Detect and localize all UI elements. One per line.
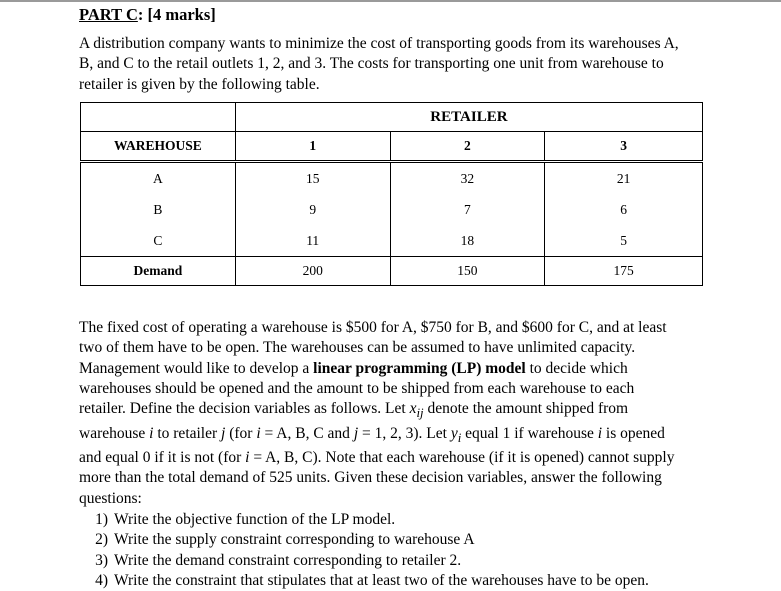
cost-cell: 11 xyxy=(235,225,390,257)
question-text: Write the constraint that stipulates that at least two of the warehouses have to be open. xyxy=(114,571,649,589)
retailer-header: RETAILER xyxy=(235,103,702,132)
text-run: (for xyxy=(225,424,257,442)
cost-cell: 9 xyxy=(235,194,390,225)
demand-cell: 175 xyxy=(545,257,703,286)
paragraph-line xyxy=(79,399,674,423)
var-i: i xyxy=(149,424,154,442)
question-number: 1) xyxy=(95,511,108,528)
problem-paragraph xyxy=(79,318,674,509)
var-i: i xyxy=(597,424,603,442)
paragraph-line: more than the total demand of 525 units. Given these decision variables, answer the following xyxy=(79,469,662,487)
text-run: to retailer xyxy=(153,424,222,442)
table-row xyxy=(81,162,703,195)
paragraph-line xyxy=(79,448,674,468)
paragraph-line: The fixed cost of operating a warehouse is $500 for A, $750 for B, and $600 for C, and at least xyxy=(79,319,667,336)
question-number: 2) xyxy=(95,531,108,549)
cost-cell: 6 xyxy=(545,194,703,225)
text-run: = 1, 2, 3). Let xyxy=(358,424,451,442)
text-run: and equal 0 if it is not (for xyxy=(79,448,246,466)
lp-model-term: linear programming (LP) model xyxy=(313,359,526,377)
text-run: denote the amount shipped from xyxy=(423,400,629,418)
text-run: warehouse xyxy=(79,424,150,442)
table-header-row xyxy=(81,132,703,162)
part-marks: : [4 marks] xyxy=(137,5,216,24)
intro-line: retailer is given by the following table. xyxy=(79,75,320,93)
question-text: Write the demand constraint corresponding to retailer 2. xyxy=(114,551,462,569)
cost-cell: 18 xyxy=(390,225,545,257)
demand-row xyxy=(81,257,703,286)
paragraph-line xyxy=(79,424,674,448)
list-item xyxy=(80,551,649,571)
question-text: Write the objective function of the LP model. xyxy=(114,511,396,528)
text-run: = A, B, C and xyxy=(260,424,354,442)
warehouse-label: B xyxy=(81,194,236,225)
var-i: i xyxy=(245,448,250,466)
table-row xyxy=(81,194,703,225)
text-run: Management would like to develop a xyxy=(79,359,314,377)
question-number: 4) xyxy=(95,571,108,589)
question-list xyxy=(80,510,649,591)
cost-cell: 32 xyxy=(390,162,545,195)
retailer-column-header: 2 xyxy=(390,132,545,162)
text-run: retailer. Define the decision variables as follows. Let xyxy=(79,400,410,418)
list-item xyxy=(80,510,649,530)
cost-cell: 5 xyxy=(545,225,703,257)
var-i: i xyxy=(256,424,261,442)
text-run: to decide which xyxy=(525,359,628,377)
var-j: j xyxy=(353,424,359,442)
part-heading xyxy=(79,5,216,25)
demand-cell: 150 xyxy=(390,257,545,286)
table-group-header-row xyxy=(81,103,703,132)
cost-cell: 15 xyxy=(235,162,390,195)
var-y: y xyxy=(450,424,458,442)
question-text: Write the supply constraint corresponding to warehouse A xyxy=(114,531,475,549)
retailer-column-header: 1 xyxy=(235,132,390,162)
text-run: is opened xyxy=(602,424,665,442)
warehouse-header: WAREHOUSE xyxy=(81,132,236,162)
demand-label: Demand xyxy=(81,257,236,286)
empty-corner-cell xyxy=(81,103,236,132)
list-item xyxy=(80,571,649,591)
text-run: = A, B, C). Note that each warehouse (if it is opened) cannot supply xyxy=(249,448,675,466)
text-run: equal 1 if warehouse xyxy=(461,424,598,442)
paragraph-line: warehouses should be opened and the amount to be shipped from each warehouse to each xyxy=(79,379,635,397)
intro-line: A distribution company wants to minimize the cost of transporting goods from its warehouses A, xyxy=(79,35,679,52)
cost-table xyxy=(80,102,703,286)
warehouse-label: A xyxy=(81,162,236,195)
demand-cell: 200 xyxy=(235,257,390,286)
paragraph-line: two of them have to be open. The warehouses can be assumed to have unlimited capacity. xyxy=(79,339,636,357)
retailer-column-header: 3 xyxy=(545,132,703,162)
intro-paragraph xyxy=(79,34,679,95)
top-divider xyxy=(0,0,781,2)
cost-cell: 7 xyxy=(390,194,545,225)
warehouse-label: C xyxy=(81,225,236,257)
list-item xyxy=(80,530,649,550)
paragraph-line xyxy=(79,359,674,379)
var-x: x xyxy=(409,400,417,418)
paragraph-line: questions: xyxy=(79,489,142,507)
table-row xyxy=(81,225,703,257)
intro-line: B, and C to the retail outlets 1, 2, and 3. The costs for transporting one unit from warehouse to xyxy=(79,55,664,73)
var-y-subscript: i xyxy=(457,429,462,445)
question-number: 3) xyxy=(95,551,108,569)
cost-cell: 21 xyxy=(545,162,703,195)
part-label: PART C xyxy=(79,5,138,24)
var-j: j xyxy=(221,424,226,442)
var-x-subscript: ij xyxy=(416,405,424,421)
